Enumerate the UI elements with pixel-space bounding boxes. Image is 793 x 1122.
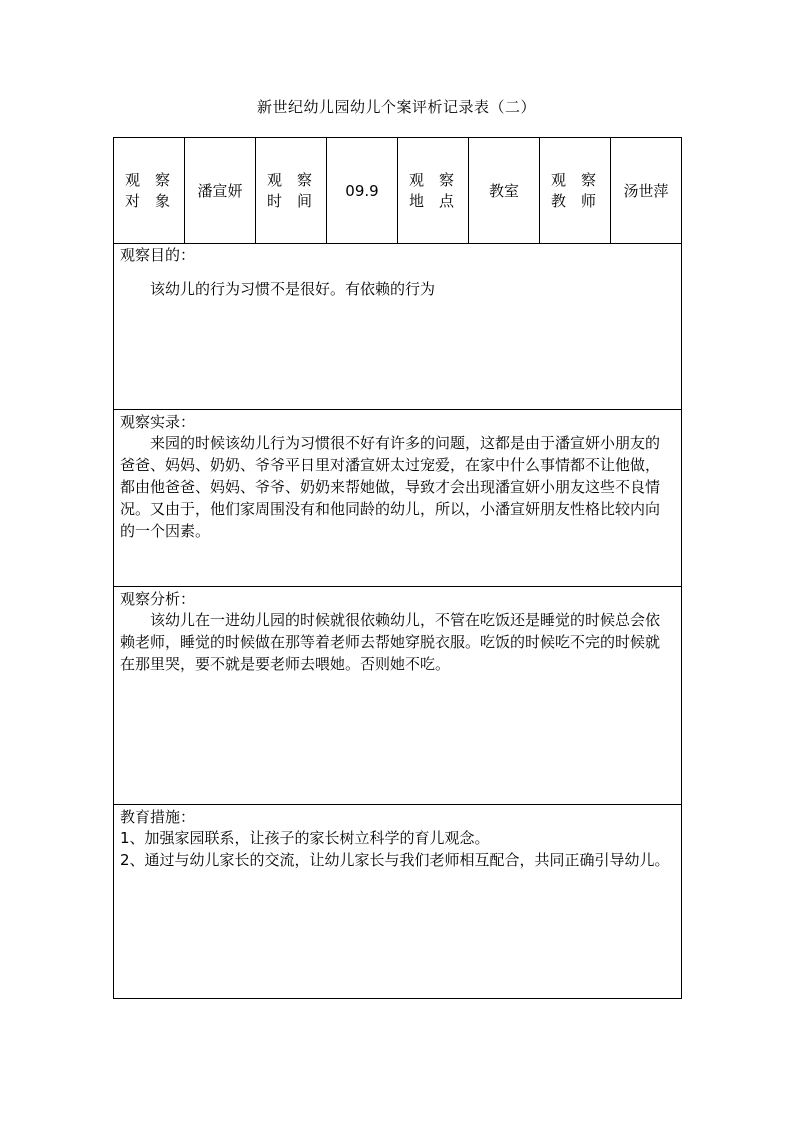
header-row (114, 138, 681, 244)
time-value: 09.9 (345, 181, 379, 200)
teacher-value: 汤世萍 (623, 182, 669, 200)
measures-item-1: 1、加强家园联系，让孩子的家长树立科学的育儿观念。 (120, 829, 490, 847)
document-title: 新世纪幼儿园幼儿个案评析记录表（二） (256, 98, 536, 116)
record-text: 来园的时候该幼儿行为习惯很不好有许多的问题，这都是由于潘宣妍小朋友的爸爸、妈妈、奶奶、爷爷平日里对潘宣妍太过宠爱，在家中什么事情都不让他做，都由他爸爸、妈妈、爷爷、奶奶来帮她做，导致才会出现潘宣妍小朋友这些不良情况。又由于，他们家周围没有和他同龄的幼儿，所以，小潘宣妍朋友性格比较内向的一个因素。 (120, 434, 661, 540)
time-label-line-2: 时 间 (267, 191, 313, 210)
teacher-label-cell (540, 138, 611, 243)
time-value-cell (327, 138, 398, 243)
place-value: 教室 (488, 182, 519, 200)
place-label-line-2: 地 点 (409, 191, 455, 210)
time-label-line-1: 观 察 (267, 170, 313, 189)
measures-section (114, 805, 681, 998)
subject-value: 潘宣妍 (197, 182, 243, 200)
subject-label-line-2: 对 象 (125, 191, 171, 210)
measures-heading: 教育措施： (120, 808, 196, 826)
purpose-text: 该幼儿的行为习惯不是很好。有依赖的行为 (150, 280, 436, 298)
record-table (113, 137, 682, 999)
subject-value-cell (185, 138, 256, 243)
place-value-cell (469, 138, 540, 243)
measures-item-2: 2、通过与幼儿家长的交流，让幼儿家长与我们老师相互配合，共同正确引导幼儿。 (120, 851, 670, 869)
teacher-label-line-2: 教 师 (551, 191, 597, 210)
analysis-heading: 观察分析： (120, 590, 196, 608)
subject-label-line-1: 观 察 (125, 170, 171, 189)
record-section (114, 410, 681, 587)
analysis-section (114, 587, 681, 805)
teacher-value-cell (611, 138, 681, 243)
purpose-section (114, 243, 681, 410)
teacher-label-line-1: 观 察 (551, 170, 597, 189)
time-label-cell (256, 138, 327, 243)
analysis-text: 该幼儿在一进幼儿园的时候就很依赖幼儿，不管在吃饭还是睡觉的时候总会依赖老师，睡觉的时候做在那等着老师去帮她穿脱衣服。吃饭的时候吃不完的时候就在那里哭，要不就是要老师去喂她。否则她不吃。 (120, 611, 661, 673)
purpose-heading: 观察目的： (120, 246, 196, 264)
place-label-cell (398, 138, 469, 243)
record-heading: 观察实录： (120, 413, 196, 431)
subject-label-cell (114, 138, 185, 243)
place-label-line-1: 观 察 (409, 170, 455, 189)
